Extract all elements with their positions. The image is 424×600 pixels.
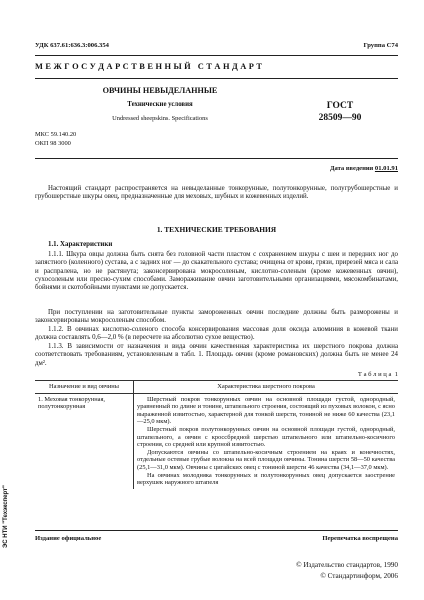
group-code: Группа С74 [363,42,398,49]
date-rule [35,158,398,159]
document-title: ОВЧИНЫ НЕВЫДЕЛАННЫЕ [102,86,218,95]
udk-code: УДК 637.61:636.3:006.354 [35,42,109,49]
copyright-2006: © Стандартинформ, 2006 [320,572,398,580]
document-subtitle: Технические условия [127,101,193,108]
header-rule-bottom [35,78,398,79]
intro-date-value: 01.01.91 [374,165,398,172]
paragraph-frozen: При поступлении на заготовительные пункты замороженных овчин последние должны быть разморожены и законсервированы мокросоленым способом. [35,309,398,325]
table-header-characteristic: Характеристика шерстного покрова [134,381,399,394]
okp-code: ОКП 98 3000 [35,140,71,147]
table-cell-purpose: 1. Меховая тонкорунная, полутонкорунная [38,395,106,411]
gost-number: 28509—90 [318,113,362,123]
table-label: Т а б л и ц а 1 [357,371,398,378]
footer-rule [35,530,398,531]
table-cell-paragraph: Допускаются овчины со штапельно-косичным строением на краях и конечностях, отдельные остевые грубые волокна на всей площади овчины. Тонина шерсти 58—50 качества (25,1—31,0 мкм). Овчины с цигайских овец с тониной шерсти 46 качества (34,1—37,0 мкм). [137,448,395,471]
english-title: Undressed sheepskins. Specifications [112,115,208,122]
table-cell-paragraph: Шерстный покров полутонкорунных овчин на основной площади густой, однородный, штапельного, а овчин с кроссбредной шерстью штапельного или штапельно-косичного строения, со средней или крупной извитостью. [137,425,395,449]
table-cell-characteristic [134,393,399,489]
paragraph-1-1-1: 1.1.1. Шкура овцы должна быть снята без головной части пластом с сохранением шкуры с шеи и передних ног до запястного (коленного) сустава, а с задних ног — до скакательного сустава; очищена от крови, грязи, прирезей мяса и сала и распралена, но не растянута; законсервирована мокросоленым, кислотно-соленым (кроме кожевенных овчин), сухосоленым или пресно-сухим способами. Замораживание овчин заготовительными организациями, мясокомбинатами, бойнями и скотобойными пунктами не допускается. [35,251,398,292]
side-stamp: ЭС НТИ "Техэксперт" [3,485,9,548]
paragraph-1-1-3: 1.1.3. В зависимости от назначения и вида овчин качественная характеристика их шерстного покрова должна соответствовать требованиям, установленным в табл. 1. Площадь овчин (кроме романовских) должна быть не менее 24 дм². [35,343,398,367]
official-edition: Издание официальное [35,535,102,542]
table-row [35,393,398,489]
requirements-table [35,380,398,489]
gost-label: ГОСТ [326,101,354,111]
intro-date-label: Дата введения [329,165,374,172]
paragraph-1-1-2: 1.1.2. В овчинах кислотно-соленого способа консервирования массовая доля оксида алюминия в кожевой ткани должна составлять 0,6—2,0 % (в пересчете на абсолютно сухое вещество). [35,326,398,342]
header-rule-top [35,55,398,56]
intro-date [330,165,398,172]
table-header-purpose: Назначение и вид овчины [35,381,134,394]
reprint-notice: Перепечатка воспрещена [322,535,398,542]
section-subheading: 1.1. Характеристики [48,241,113,248]
mks-code: МКС 59.140.20 [35,131,77,138]
table-cell-paragraph: На овчинах молодняка тонкорунных и полутонкорунных овец допускается заострение верхушек наружного штапеля [137,471,395,487]
standard-type: М Е Ж Г О С У Д А Р С Т В Е Н Н Ы Й С Т А Н Д А Р Т [35,62,263,71]
intro-paragraph: Настоящий стандарт распространяется на невыделанные тонкорунные, полутонкорунные, полугрубошерстные и грубошерстные шкуры овец, предназначенные для меховых, шубных и кожевенных изделий. [35,185,398,201]
section-heading: 1. ТЕХНИЧЕСКИЕ ТРЕБОВАНИЯ [156,225,277,234]
table-cell-paragraph: Шерстный покров тонкорунных овчин на основной площади густой, однородный, уравненный по длине и тонине, штапельного строения, состоящий из пуховых волокон, с ясно выраженной извитостью, характерной для тонкой шерсти, тониной не ниже 60 качества (23,1—25,0 мкм). [137,395,395,426]
copyright-1990: © Издательство стандартов, 1990 [296,561,398,569]
